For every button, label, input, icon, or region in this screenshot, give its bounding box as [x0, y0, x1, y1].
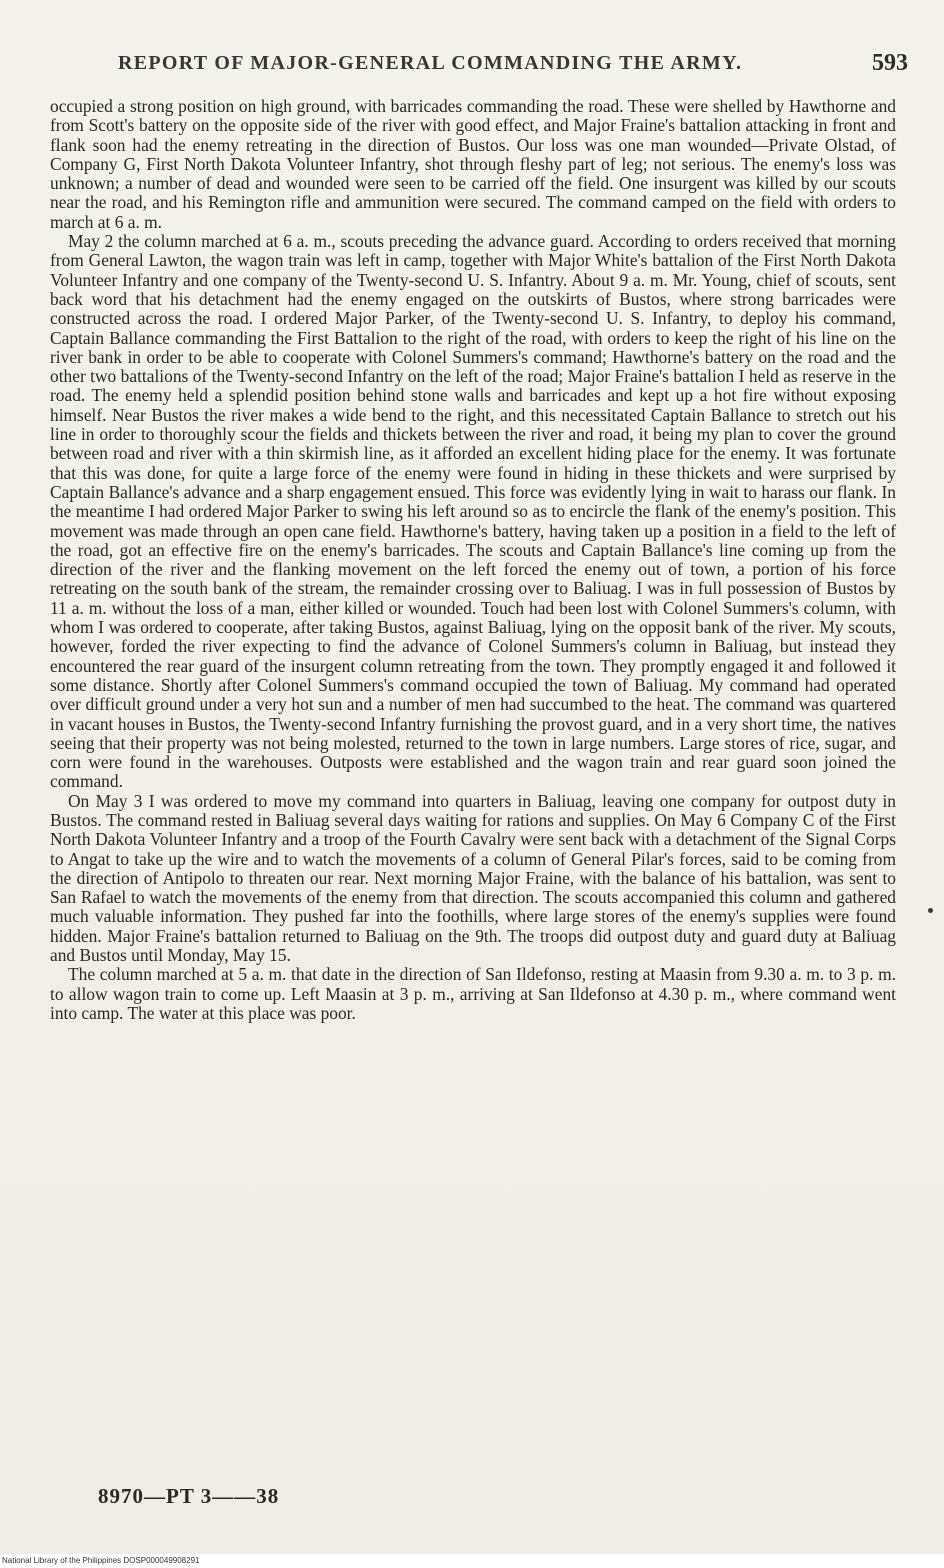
paragraph-1: occupied a strong position on high ground, with barricades commanding the road. These were shelled by Hawthorne and from Scott's battery on the opposite side of the river with good effect, and Major Fraine's battalion attacking in front and flank soon had the enemy retreating in the direction of Bustos. Our loss was one man wounded—Private Olstad, of Company G, First North Dakota Volunteer Infantry, shot through fleshy part of leg; not serious. The enemy's loss was unknown; a number of dead and wounded were seen to be carried off the field. One insurgent was killed by our scouts near the road, and his Remington rifle and ammunition were secured. The command camped on the field with orders to march at 6 a. m. — [50, 96, 896, 232]
paragraph-2: May 2 the column marched at 6 a. m., scouts preceding the advance guard. According to orders received that morning from General Lawton, the wagon train was left in camp, together with Major White's battalion of the First North Dakota Volunteer Infantry and one company of the Twenty-second U. S. Infantry. About 9 a. m. Mr. Young, chief of scouts, sent back word that his detachment had the enemy engaged on the outskirts of Bustos, where strong barricades were constructed across the road. I ordered Major Parker, of the Twenty-second U. S. Infantry, to deploy his command, Captain Ballance commanding the First Battalion to the right of the road, with orders to keep the right of his line on the river bank in order to be able to cooperate with Colonel Summers's command; Hawthorne's battery on the road and the other two battalions of the Twenty-second Infantry on the left of the road; Major Fraine's battalion I held as reserve in the road. The enemy held a splendid position behind stone walls and barricades and kept up a hot fire without exposing himself. Near Bustos the river makes a wide bend to the right, and this necessitated Captain Ballance to stretch out his line in order to thoroughly scour the fields and thickets between the river and road, it being my plan to cover the ground between road and river with a thin skirmish line, as it afforded an excellent hiding place for the enemy. It was fortunate that this was done, for quite a large force of the enemy were found in hiding in these thickets and were surprised by Captain Ballance's advance and a sharp engagement ensued. This force was evidently lying in wait to harass our flank. In the meantime I had ordered Major Parker to swing his left around so as to encircle the flank of the enemy's position. This movement was made through an open cane field. Hawthorne's battery, having taken up a position in a field to the left of the road, got an effective fire on the enemy's barricades. The scouts and Captain Ballance's line coming up from the direction of the river and the flanking movement on the left forced the enemy out of town, a portion of his force retreating on the south bank of the stream, the remainder crossing over to Baliuag. I was in full possession of Bustos by 11 a. m. without the loss of a man, either killed or wounded. Touch had been lost with Colonel Summers's column, with whom I was ordered to cooperate, after taking Bustos, against Baliuag, lying on the opposit bank of the river. My scouts, however, forded the river expecting to find the advance of Colonel Summers's column in Baliuag, but instead they encountered the rear guard of the insurgent column retreating from the town. They promptly engaged it and followed it some distance. Shortly after Colonel Summers's command occupied the town of Baliuag. My command had operated over difficult ground under a very hot sun and a number of men had succumbed to the heat. The command was quartered in vacant houses in Bustos, the Twenty-second Infantry furnishing the provost guard, and in a very short time, the natives seeing that their property was not being molested, returned to the town in large numbers. Large stores of rice, sugar, and corn were found in the warehouses. Outposts were established and the wagon train and rear guard soon joined the command. — [50, 231, 896, 792]
ink-speck — [928, 908, 933, 913]
page-number: 593 — [872, 50, 908, 76]
footer-text: National Library of the Philippines DOSP000049908291 — [2, 1556, 200, 1565]
paragraph-4: The column marched at 5 a. m. that date in the direction of San Ildefonso, resting at Maasin from 9.30 a. m. to 3 p. m. to allow wagon train to come up. Left Maasin at 3 p. m., arriving at San Ildefonso at 4.30 p. m., where command went into camp. The water at this place was poor. — [50, 964, 896, 1023]
header-title: REPORT OF MAJOR-GENERAL COMMANDING THE ARMY. — [118, 52, 743, 74]
signature-line: 8970—PT 3——38 — [98, 1484, 280, 1508]
running-header — [118, 52, 908, 82]
report-body — [50, 97, 896, 1023]
paragraph-3: On May 3 I was ordered to move my command into quarters in Baliuag, leaving one company for outpost duty in Bustos. The command rested in Baliuag several days waiting for rations and supplies. On May 6 Company C of the First North Dakota Volunteer Infantry and a troop of the Fourth Cavalry were sent back with a detachment of the Signal Corps to Angat to take up the wire and to watch the movements of a column of General Pilar's forces, said to be coming from the direction of Antipolo to threaten our rear. Next morning Major Fraine, with the balance of his battalion, was sent to San Rafael to watch the movements of the enemy from that direction. The scouts accompanied this column and gathered much valuable information. They pushed far into the foothills, where large stores of the enemy's supplies were found hidden. Major Fraine's battalion returned to Baliuag on the 9th. The troops did outpost duty and guard duty at Baliuag and Bustos until Monday, May 15. — [50, 790, 896, 966]
